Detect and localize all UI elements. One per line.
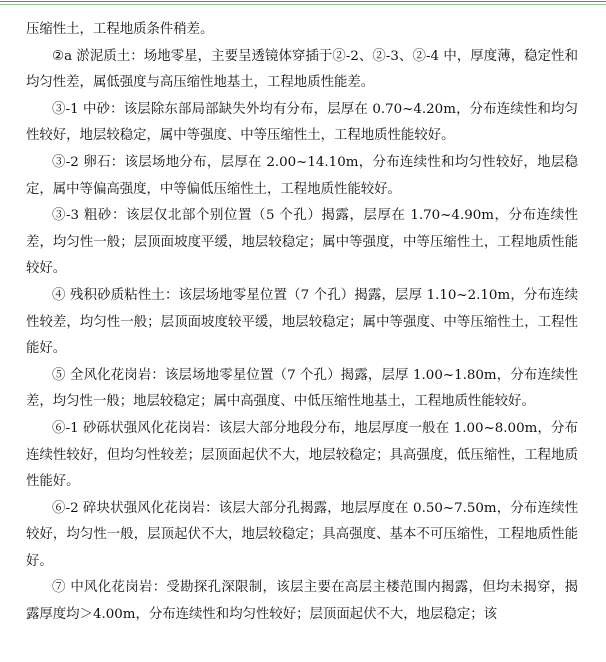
paragraph: ⑥-1 砂砾状强风化花岗岩：该层大部分地段分布，地层厚度一般在 1.00~8.00m，分布连续性较好，但均匀性较差；层顶面起伏不大，地层较稳定；具高强度，低压缩性，工程地质性能好。 [26,420,578,490]
header-rule-line [0,4,606,5]
header-rule-line [0,1,606,2]
paragraph: ⑤ 全风化花岗岩：该层场地零星位置（7 个孔）揭露，层厚 1.00~1.80m，分布连续性差，均匀性一般；地层较稳定；属中高强度、中低压缩性地基土，工程地质性能较好。 [26,367,578,410]
paragraph: ⑦ 中风化花岗岩：受勘探孔深限制，该层主要在高层主楼范围内揭露，但均未揭穿，揭露厚度均＞4.00m，分布连续性和均匀性较好；层顶面起伏不大，地层稳定；该 [26,580,578,623]
paragraph: ③-3 粗砂：该层仅北部个别位置（5 个孔）揭露，层厚在 1.70~4.90m，分布连续性差，均匀性一般；层顶面坡度平缓，地层较稳定；属中等强度，中等压缩性土，工程地质性能较好。 [26,208,578,277]
paragraph: ②a 淤泥质土：场地零星，主要呈透镜体穿插于②-2、②-3、②-4 中，厚度薄，稳定性和均匀性差，属低强度与高压缩性地基土，工程地质性能差。 [26,48,578,91]
paragraph: 压缩性土，工程地质条件稍差。 [26,22,214,37]
paragraph: ③-1 中砂：该层除东部局部缺失外均有分布，层厚在 0.70~4.20m，分布连续性和均匀性较好，地层较稳定，属中等强度、中等压缩性土，工程地质性能较好。 [26,101,578,144]
header-rule [0,0,606,6]
paragraph: ③-2 卵石：该层场地分布，层厚在 2.00~14.10m，分布连续性和均匀性较好，地层稳定，属中等偏高强度，中等偏低压缩性土，工程地质性能较好。 [26,154,578,197]
paragraph: ④ 残积砂质粘性土：该层场地零星位置（7 个孔）揭露，层厚 1.10~2.10m，分布连续性较差，均匀性一般；层顶面坡度较平缓，地层较稳定；属中等强度、中等压缩性土，工程性能好。 [26,287,578,357]
paragraph: ⑥-2 碎块状强风化花岗岩：该层大部分孔揭露，地层厚度在 0.50~7.50m，分布连续性较好，均匀性一般，层顶起伏不大，地层较稳定；具高强度、基本不可压缩性，工程地质性能好。 [26,500,578,569]
document-body [26,17,578,629]
